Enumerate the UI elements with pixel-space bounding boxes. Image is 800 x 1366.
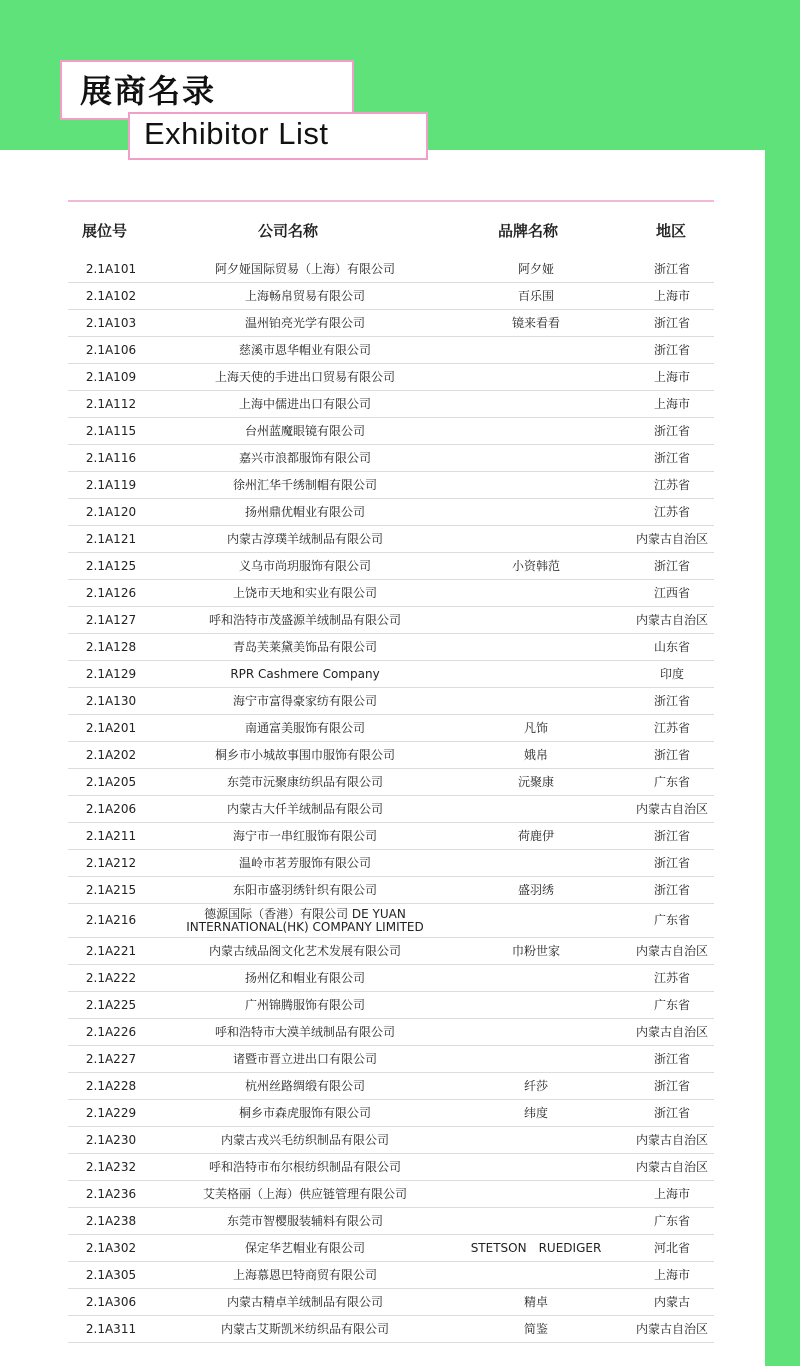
company-cell: 上海畅帛贸易有限公司	[244, 288, 365, 303]
region-cell: 广东省	[653, 997, 690, 1012]
booth-cell: 2.1A128	[85, 639, 137, 654]
company-cell: 扬州鼎优帽业有限公司	[244, 504, 365, 519]
brand-cell	[448, 337, 624, 363]
table-row	[68, 1073, 714, 1100]
company-cell: 东莞市沅聚康纺织品有限公司	[226, 774, 383, 789]
exhibitor-table	[68, 202, 714, 1343]
brand-cell	[448, 526, 624, 552]
booth-cell: 2.1A226	[85, 1024, 137, 1039]
brand-cell	[448, 580, 624, 606]
region-cell: 印度	[659, 666, 684, 681]
booth-cell: 2.1A101	[85, 261, 137, 276]
brand-cell	[448, 688, 624, 714]
region-cell: 广东省	[653, 913, 690, 927]
table-row	[68, 688, 714, 715]
company-cell: 海宁市富得豪家纺有限公司	[232, 693, 377, 708]
brand-cell	[448, 1262, 624, 1288]
region-cell: 浙江省	[653, 558, 690, 573]
brand-cell	[448, 1208, 624, 1234]
company-cell: 桐乡市小城故事围巾服饰有限公司	[214, 747, 395, 762]
table-row	[68, 742, 714, 769]
booth-cell: 2.1A225	[85, 997, 137, 1012]
region-cell: 内蒙古自治区	[635, 1321, 708, 1336]
booth-cell: 2.1A222	[85, 970, 137, 985]
table-row	[68, 1289, 714, 1316]
region-cell: 广东省	[653, 1213, 690, 1228]
booth-cell: 2.1A212	[85, 855, 137, 870]
brand-cell: 娥帛	[523, 747, 548, 762]
brand-cell	[448, 607, 624, 633]
header-brand: 品牌名称	[498, 222, 559, 240]
table-row	[68, 877, 714, 904]
company-cell: 内蒙古戎兴毛纺织制品有限公司	[220, 1132, 389, 1147]
booth-cell: 2.1A202	[85, 747, 137, 762]
booth-cell: 2.1A115	[85, 423, 137, 438]
table-row	[68, 553, 714, 580]
booth-cell: 2.1A229	[85, 1105, 137, 1120]
brand-cell: 巾粉世家	[511, 943, 560, 958]
table-row	[68, 1181, 714, 1208]
brand-cell: 纬度	[523, 1105, 548, 1120]
company-cell: 内蒙古精卓羊绒制品有限公司	[226, 1294, 383, 1309]
table-row	[68, 1127, 714, 1154]
brand-cell	[448, 364, 624, 390]
company-cell: 呼和浩特市茂盛源羊绒制品有限公司	[208, 612, 401, 627]
table-row	[68, 965, 714, 992]
table-row	[68, 445, 714, 472]
table-body	[68, 256, 714, 1343]
booth-cell: 2.1A119	[85, 477, 137, 492]
booth-cell: 2.1A102	[85, 288, 137, 303]
region-cell: 浙江省	[653, 855, 690, 870]
brand-cell	[448, 904, 624, 937]
table-row	[68, 1208, 714, 1235]
brand-cell: 百乐围	[517, 288, 554, 303]
table-row	[68, 418, 714, 445]
page-title-en: Exhibitor List	[144, 116, 329, 151]
company-cell: 诸暨市晋立进出口有限公司	[232, 1051, 377, 1066]
region-cell: 内蒙古自治区	[635, 531, 708, 546]
booth-cell: 2.1A216	[85, 913, 137, 927]
region-cell: 山东省	[653, 639, 690, 654]
booth-cell: 2.1A211	[85, 828, 137, 843]
table-row	[68, 1019, 714, 1046]
company-cell: 台州蓝魔眼镜有限公司	[244, 423, 365, 438]
booth-cell: 2.1A126	[85, 585, 137, 600]
region-cell: 上海市	[653, 1267, 690, 1282]
brand-cell	[448, 445, 624, 471]
brand-cell: 镜来看看	[511, 315, 560, 330]
brand-cell: 沅聚康	[517, 774, 554, 789]
company-cell: 徐州汇华千绣制帽有限公司	[232, 477, 377, 492]
company-cell: 内蒙古艾斯凯米纺织品有限公司	[220, 1321, 389, 1336]
region-cell: 内蒙古自治区	[635, 801, 708, 816]
table-row	[68, 823, 714, 850]
company-cell: 广州锦腾服饰有限公司	[244, 997, 365, 1012]
company-cell: 扬州亿和帽业有限公司	[244, 970, 365, 985]
brand-cell: STETSON RUEDIGER	[470, 1240, 602, 1255]
booth-cell: 2.1A238	[85, 1213, 137, 1228]
booth-cell: 2.1A311	[85, 1321, 137, 1336]
company-cell: 嘉兴市浪都服饰有限公司	[238, 450, 371, 465]
company-cell: 海宁市一串红服饰有限公司	[232, 828, 377, 843]
table-row	[68, 310, 714, 337]
table-row	[68, 1046, 714, 1073]
region-cell: 内蒙古自治区	[635, 1024, 708, 1039]
company-cell: 东莞市智樱服装辅料有限公司	[226, 1213, 383, 1228]
green-background-right	[765, 0, 800, 1366]
company-cell: 呼和浩特市布尔根纺织制品有限公司	[208, 1159, 401, 1174]
brand-cell	[448, 418, 624, 444]
company-cell: 呼和浩特市大漠羊绒制品有限公司	[214, 1024, 395, 1039]
company-cell: 上海中儒进出口有限公司	[238, 396, 371, 411]
region-cell: 江苏省	[653, 720, 690, 735]
booth-cell: 2.1A221	[85, 943, 137, 958]
booth-cell: 2.1A120	[85, 504, 137, 519]
company-cell: 上海天使的手进出口贸易有限公司	[214, 369, 395, 384]
region-cell: 浙江省	[653, 1051, 690, 1066]
region-cell: 浙江省	[653, 1078, 690, 1093]
company-cell: RPR Cashmere Company	[230, 666, 380, 681]
table-row	[68, 580, 714, 607]
table-row	[68, 283, 714, 310]
table-row	[68, 391, 714, 418]
brand-cell	[448, 796, 624, 822]
booth-cell: 2.1A306	[85, 1294, 137, 1309]
table-row	[68, 1235, 714, 1262]
region-cell: 浙江省	[653, 1105, 690, 1120]
company-cell: 慈溪市恩华帽业有限公司	[238, 342, 371, 357]
region-cell: 上海市	[653, 396, 690, 411]
booth-cell: 2.1A116	[85, 450, 137, 465]
region-cell: 浙江省	[653, 423, 690, 438]
booth-cell: 2.1A230	[85, 1132, 137, 1147]
brand-cell	[448, 1127, 624, 1153]
booth-cell: 2.1A228	[85, 1078, 137, 1093]
region-cell: 浙江省	[653, 693, 690, 708]
booth-cell: 2.1A215	[85, 882, 137, 897]
booth-cell: 2.1A227	[85, 1051, 137, 1066]
company-cell: 东阳市盛羽绣针织有限公司	[232, 882, 377, 897]
page-title-cn: 展商名录	[80, 72, 217, 110]
booth-cell: 2.1A125	[85, 558, 137, 573]
company-cell: 阿夕娅国际贸易（上海）有限公司	[214, 261, 395, 276]
table-row	[68, 499, 714, 526]
brand-cell: 简鉴	[523, 1321, 548, 1336]
company-cell: 南通富美服饰有限公司	[244, 720, 365, 735]
brand-cell	[448, 391, 624, 417]
booth-cell: 2.1A206	[85, 801, 137, 816]
brand-cell	[448, 850, 624, 876]
booth-cell: 2.1A103	[85, 315, 137, 330]
booth-cell: 2.1A121	[85, 531, 137, 546]
brand-cell	[448, 499, 624, 525]
company-cell: 内蒙古淳璞羊绒制品有限公司	[226, 531, 383, 546]
company-cell: 内蒙古绒品阁文化艺术发展有限公司	[208, 943, 401, 958]
booth-cell: 2.1A205	[85, 774, 137, 789]
brand-cell	[448, 1181, 624, 1207]
region-cell: 江苏省	[653, 970, 690, 985]
company-cell: 上饶市天地和实业有限公司	[232, 585, 377, 600]
table-row	[68, 526, 714, 553]
brand-cell: 小资韩范	[511, 558, 560, 573]
brand-cell	[448, 1154, 624, 1180]
brand-cell	[448, 992, 624, 1018]
booth-cell: 2.1A112	[85, 396, 137, 411]
brand-cell: 盛羽绣	[517, 882, 554, 897]
region-cell: 浙江省	[653, 315, 690, 330]
table-row	[68, 769, 714, 796]
brand-cell: 阿夕娅	[517, 261, 554, 276]
header-booth: 展位号	[82, 222, 128, 240]
brand-cell	[448, 965, 624, 991]
brand-cell: 荷鹿伊	[517, 828, 554, 843]
table-row	[68, 796, 714, 823]
company-cell: 艾芙格丽（上海）供应链管理有限公司	[202, 1186, 407, 1201]
booth-cell: 2.1A201	[85, 720, 137, 735]
company-cell: 上海慕恩巴特商贸有限公司	[232, 1267, 377, 1282]
region-cell: 内蒙古自治区	[635, 943, 708, 958]
table-row	[68, 256, 714, 283]
table-row	[68, 472, 714, 499]
header-company: 公司名称	[258, 222, 319, 240]
brand-cell	[448, 1019, 624, 1045]
table-row	[68, 715, 714, 742]
table-row	[68, 337, 714, 364]
company-cell: 义乌市尚玥服饰有限公司	[238, 558, 371, 573]
booth-cell: 2.1A302	[85, 1240, 137, 1255]
region-cell: 内蒙古自治区	[635, 1159, 708, 1174]
brand-cell	[448, 634, 624, 660]
region-cell: 浙江省	[653, 261, 690, 276]
region-cell: 河北省	[653, 1240, 690, 1255]
brand-cell: 凡饰	[523, 720, 548, 735]
booth-cell: 2.1A236	[85, 1186, 137, 1201]
table-row	[68, 992, 714, 1019]
brand-cell: 精卓	[523, 1294, 548, 1309]
company-cell: 德源国际（香港）有限公司 DE YUAN INTERNATIONAL(HK) COMPANY LIMITED	[186, 906, 424, 934]
table-row	[68, 1262, 714, 1289]
header-region: 地区	[656, 222, 687, 240]
region-cell: 上海市	[653, 1186, 690, 1201]
region-cell: 江苏省	[653, 477, 690, 492]
booth-cell: 2.1A129	[85, 666, 137, 681]
region-cell: 江苏省	[653, 504, 690, 519]
table-row	[68, 1316, 714, 1343]
region-cell: 内蒙古自治区	[635, 612, 708, 627]
booth-cell: 2.1A106	[85, 342, 137, 357]
company-cell: 杭州丝路绸缎有限公司	[244, 1078, 365, 1093]
region-cell: 上海市	[653, 369, 690, 384]
region-cell: 浙江省	[653, 450, 690, 465]
region-cell: 浙江省	[653, 747, 690, 762]
company-cell: 桐乡市森虎服饰有限公司	[238, 1105, 371, 1120]
region-cell: 浙江省	[653, 882, 690, 897]
company-cell: 保定华艺帽业有限公司	[244, 1240, 365, 1255]
table-row	[68, 938, 714, 965]
booth-cell: 2.1A130	[85, 693, 137, 708]
table-row	[68, 1154, 714, 1181]
region-cell: 浙江省	[653, 342, 690, 357]
booth-cell: 2.1A109	[85, 369, 137, 384]
brand-cell: 纤莎	[523, 1078, 548, 1093]
region-cell: 江西省	[653, 585, 690, 600]
company-cell: 温州铂亮光学有限公司	[244, 315, 365, 330]
table-row	[68, 364, 714, 391]
booth-cell: 2.1A232	[85, 1159, 137, 1174]
brand-cell	[448, 1046, 624, 1072]
table-row	[68, 634, 714, 661]
booth-cell: 2.1A305	[85, 1267, 137, 1282]
table-row	[68, 904, 714, 938]
table-row	[68, 607, 714, 634]
booth-cell: 2.1A127	[85, 612, 137, 627]
company-cell: 温岭市茗芳服饰有限公司	[238, 855, 371, 870]
table-header	[68, 202, 714, 256]
table-row	[68, 1100, 714, 1127]
brand-cell	[448, 661, 624, 687]
table-row	[68, 661, 714, 688]
region-cell: 广东省	[653, 774, 690, 789]
table-row	[68, 850, 714, 877]
region-cell: 浙江省	[653, 828, 690, 843]
region-cell: 上海市	[653, 288, 690, 303]
region-cell: 内蒙古	[653, 1294, 690, 1309]
company-cell: 青岛芙莱黛美饰品有限公司	[232, 639, 377, 654]
company-cell: 内蒙古大仟羊绒制品有限公司	[226, 801, 383, 816]
brand-cell	[448, 472, 624, 498]
region-cell: 内蒙古自治区	[635, 1132, 708, 1147]
